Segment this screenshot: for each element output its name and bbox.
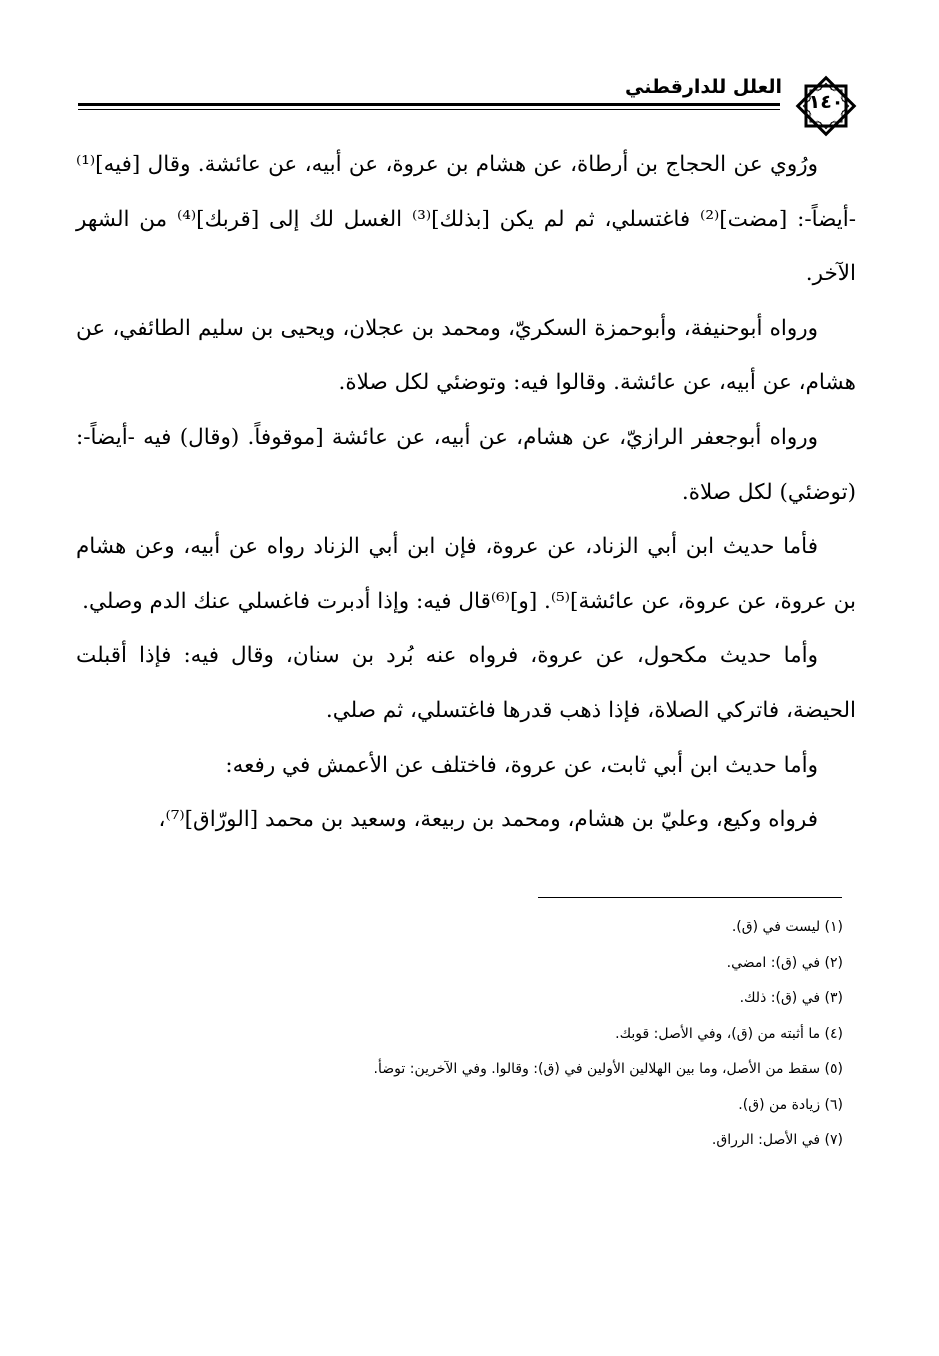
- footnote: (١) ليست في (ق).: [731, 919, 843, 935]
- paragraph: وأما حديث ابن أبي ثابت، عن عروة، فاختلف عن الأعمش في رفعه:: [225, 752, 818, 778]
- footnote: (٣) في (ق): ذلك.: [739, 990, 843, 1006]
- footnote: (٥) سقط من الأصل، وما بين الهلالين الأولين في (ق): وقالوا. وفي الآخرين: توضأ.: [373, 1061, 843, 1077]
- page-number-badge: [792, 72, 860, 140]
- paragraph: فرواه وكيع، وعليّ بن هشام، ومحمد بن ربيعة، وسعيد بن محمد [الورّاق]⁽⁷⁾،: [158, 807, 818, 833]
- footnote-separator: [538, 897, 842, 898]
- footnote: (٧) في الأصل: الرراق.: [711, 1132, 843, 1148]
- paragraph: ورُوي عن الحجاج بن أرطاة، عن هشام بن عروة، عن أبيه، عن عائشة. وقال [فيه]⁽¹⁾ -أيضاً-: [مضت]⁽²⁾ فاغتسلي، ثم لم يكن [بذلك]⁽³⁾ الغسل لك إلى [قربك]⁽⁴⁾ من الشهر الآخر.: [76, 152, 857, 287]
- running-title: العلل للدارقطني: [625, 76, 782, 98]
- page-number: ١٤٠: [808, 91, 844, 113]
- main-text: [76, 138, 856, 848]
- paragraph: فأما حديث ابن أبي الزناد، عن عروة، فإن ابن أبي الزناد رواه عن أبيه، وعن هشام بن عروة، عن عروة، عن عائشة]⁽⁵⁾. [و]⁽⁶⁾قال فيه: وإذا أدبرت فاغسلي عنك الدم وصلي.: [76, 534, 856, 614]
- header-rule-thin: [78, 109, 780, 110]
- paragraph: ورواه أبوحنيفة، وأبوحمزة السكريّ، ومحمد بن عجلان، ويحيى بن سليم الطائفي، عن هشام، عن أبيه، عن عائشة. وقالوا فيه: وتوضئي لكل صلاة.: [76, 315, 856, 396]
- footnote: (٤) ما أثبته من (ق)، وفي الأصل: قوبك.: [615, 1025, 843, 1042]
- page-header: [78, 62, 860, 132]
- paragraph: ورواه أبوجعفر الرازيّ، عن هشام، عن أبيه، عن عائشة [موقوفاً. (وقال) فيه -أيضاً-: (توضئي) لكل صلاة.: [76, 424, 856, 505]
- footnotes: [63, 910, 843, 1159]
- footnote: (٢) في (ق): امضي.: [726, 954, 843, 971]
- footnote: (٦) زيادة من (ق).: [738, 1096, 843, 1113]
- paragraph: وأما حديث مكحول، عن عروة، فرواه عنه بُرد بن سنان، وقال فيه: فإذا أقبلت الحيضة، فاتركي الصلاة، فإذا ذهب قدرها فاغتسلي، ثم صلي.: [76, 643, 856, 723]
- header-rule-thick: [78, 103, 780, 106]
